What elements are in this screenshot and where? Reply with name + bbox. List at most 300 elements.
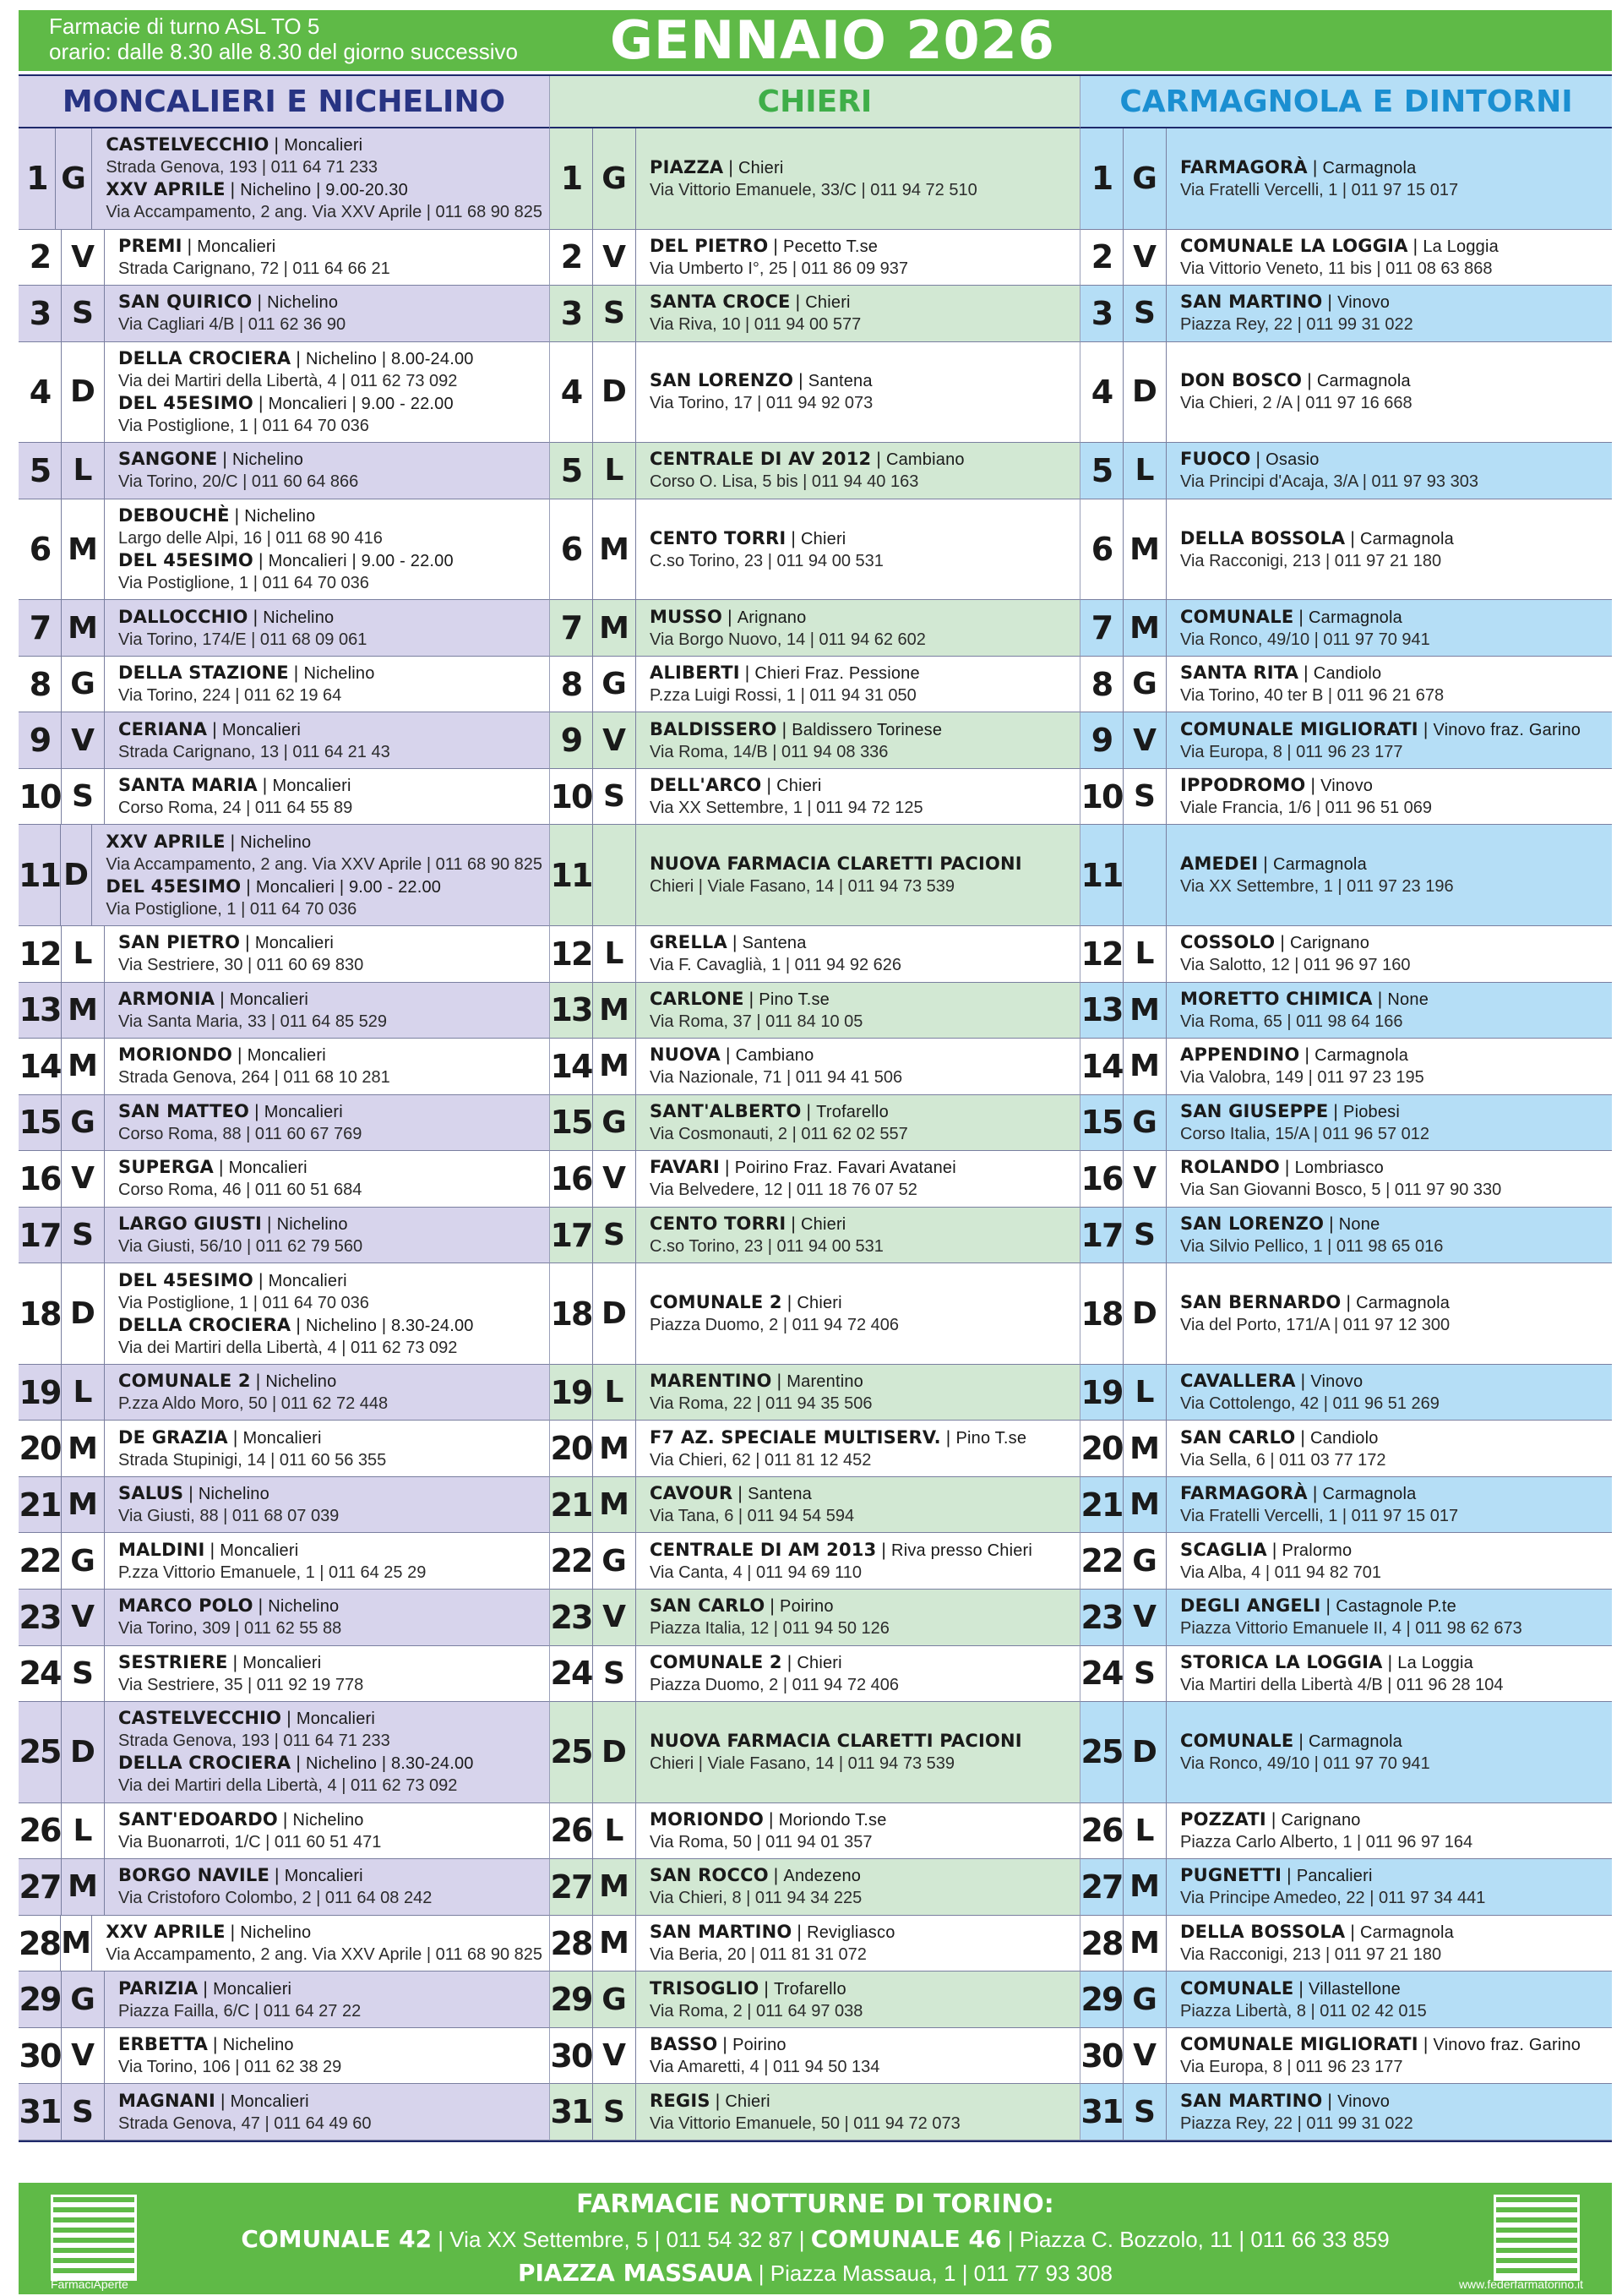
separator: | bbox=[188, 1484, 193, 1504]
separator: | bbox=[1280, 933, 1285, 953]
pharmacy-address: Strada Stupinigi, 14 | 011 60 56 355 bbox=[118, 1450, 387, 1470]
pharmacy-entry bbox=[650, 1539, 1073, 1562]
weekday-letter: M bbox=[1124, 1039, 1167, 1094]
pharmacy-place: Nichelino bbox=[265, 1372, 337, 1392]
separator: | bbox=[769, 1809, 774, 1830]
weekday-letter: M bbox=[62, 1859, 105, 1915]
day-number: 17 bbox=[1080, 1208, 1124, 1263]
pharmacy-name: BORGO NAVILE bbox=[118, 1865, 270, 1886]
weekday-letter: M bbox=[593, 499, 636, 600]
pharmacy-address: Via Martiri della Libertà 4/B | 011 96 28 104 bbox=[1180, 1675, 1504, 1694]
qr-code-left[interactable] bbox=[51, 2195, 137, 2281]
separator: | bbox=[210, 1540, 215, 1560]
day-cell bbox=[549, 1533, 1080, 1590]
pharmacy-name: SAN MATTEO bbox=[118, 1100, 250, 1121]
day-cell bbox=[1080, 499, 1612, 601]
day-cell bbox=[19, 1916, 549, 1972]
day-number: 8 bbox=[19, 657, 62, 712]
day-number: 22 bbox=[1080, 1533, 1124, 1589]
pharmacy-address: Via Roma, 14/B | 011 94 08 336 bbox=[650, 742, 889, 761]
pharmacy-list bbox=[105, 926, 549, 982]
weekday-letter: M bbox=[593, 1916, 636, 1972]
day-number: 26 bbox=[19, 1803, 62, 1859]
day-cell bbox=[549, 983, 1080, 1039]
pharmacy-entry bbox=[118, 606, 542, 629]
pharmacy-list bbox=[636, 926, 1080, 982]
pharmacy-list bbox=[636, 286, 1080, 341]
day-number: 3 bbox=[1080, 286, 1124, 341]
footer-line-2 bbox=[171, 2259, 1460, 2287]
pharmacy-list bbox=[1167, 1533, 1612, 1589]
weekday-letter: D bbox=[593, 1702, 636, 1802]
pharmacy-list bbox=[105, 1263, 549, 1364]
pharmacy-list bbox=[1167, 983, 1612, 1039]
pharmacy-address: Via Giusti, 56/10 | 011 62 79 560 bbox=[118, 1237, 363, 1257]
day-cell bbox=[1080, 1039, 1612, 1095]
pharmacy-address: Via Cagliari 4/B | 011 62 36 90 bbox=[118, 315, 346, 335]
weekday-letter: M bbox=[593, 1477, 636, 1533]
separator: | bbox=[1310, 776, 1316, 796]
weekday-letter: V bbox=[62, 712, 105, 768]
pharmacy-place: Nichelino | 8.30-24.00 bbox=[306, 1754, 474, 1774]
month-title: GENNAIO 2026 bbox=[610, 9, 1055, 71]
pharmacy-address: Via Cottolengo, 42 | 011 96 51 269 bbox=[1180, 1394, 1440, 1414]
weekday-letter: M bbox=[62, 1039, 105, 1094]
day-number: 10 bbox=[550, 769, 593, 825]
day-cell bbox=[19, 1702, 549, 1803]
pharmacy-address: Piazza Libertà, 8 | 011 02 42 015 bbox=[1180, 2001, 1427, 2021]
weekday-letter: M bbox=[593, 983, 636, 1039]
pharmacy-list bbox=[105, 1803, 549, 1859]
pharmacy-name: DEL 45ESIMO bbox=[106, 875, 242, 897]
pharmacy-entry bbox=[106, 1921, 542, 1944]
pharmacy-address: Piazza Duomo, 2 | 011 94 72 406 bbox=[650, 1675, 900, 1694]
day-cell bbox=[1080, 2028, 1612, 2085]
day-number: 27 bbox=[550, 1859, 593, 1915]
pharmacy-place: Santena bbox=[742, 934, 807, 953]
weekday-letter: S bbox=[62, 2084, 105, 2140]
day-cell bbox=[1080, 1859, 1612, 1916]
pharmacy-name: SAN LORENZO bbox=[1180, 1213, 1325, 1235]
day-number: 7 bbox=[550, 600, 593, 656]
pharmacy-address: Strada Carignano, 72 | 011 64 66 21 bbox=[118, 259, 390, 278]
pharmacy-place: Chieri bbox=[797, 1294, 842, 1313]
pharmacy-entry bbox=[1180, 1370, 1605, 1393]
pharmacy-place: Moncalieri bbox=[242, 1653, 322, 1672]
pharmacy-address: Via Belvedere, 12 | 011 18 76 07 52 bbox=[650, 1181, 917, 1200]
pharmacy-name: SAN PIETRO bbox=[118, 932, 241, 953]
separator: | bbox=[1298, 607, 1304, 627]
pharmacy-address: Via Chieri, 2 /A | 011 97 16 668 bbox=[1180, 394, 1412, 413]
pharmacy-list bbox=[636, 1039, 1080, 1094]
pharmacy-entry bbox=[650, 1370, 1073, 1393]
pharmacy-list bbox=[105, 342, 549, 443]
pharmacy-name: DALLOCCHIO bbox=[118, 606, 248, 627]
day-number: 23 bbox=[1080, 1590, 1124, 1645]
pharmacy-address: Via Torino, 106 | 011 62 38 29 bbox=[118, 2058, 342, 2077]
separator: | bbox=[728, 157, 734, 177]
pharmacy-list bbox=[105, 600, 549, 656]
pharmacy-address: Corso Roma, 88 | 011 60 67 769 bbox=[118, 1124, 362, 1143]
pharmacy-entry bbox=[118, 988, 542, 1011]
pharmacy-address: Via Umberto I°, 25 | 011 86 09 937 bbox=[650, 259, 908, 278]
weekday-letter: G bbox=[1124, 1533, 1167, 1589]
weekday-letter: M bbox=[1124, 983, 1167, 1039]
separator: | bbox=[266, 1214, 272, 1235]
day-cell bbox=[19, 1590, 549, 1646]
day-cell bbox=[19, 1151, 549, 1208]
pharmacy-entry bbox=[650, 1651, 1073, 1674]
pharmacy-name: SANTA MARIA bbox=[118, 775, 258, 796]
weekday-letter: D bbox=[1124, 1263, 1167, 1364]
pharmacy-address: Via Europa, 8 | 011 96 23 177 bbox=[1180, 2058, 1403, 2077]
pharmacy-address: Via Beria, 20 | 011 81 31 072 bbox=[650, 1945, 867, 1965]
day-cell bbox=[1080, 1972, 1612, 2028]
day-cell bbox=[549, 1590, 1080, 1646]
day-number: 15 bbox=[1080, 1095, 1124, 1151]
pharmacy-name: MARENTINO bbox=[650, 1371, 772, 1392]
day-cell bbox=[19, 1646, 549, 1703]
pharmacy-place: Pino T.se bbox=[955, 1428, 1027, 1448]
pharmacy-place: Nichelino bbox=[276, 1215, 348, 1235]
pharmacy-address: Via Roma, 65 | 011 98 64 166 bbox=[1180, 1012, 1403, 1031]
pharmacy-list bbox=[105, 1702, 549, 1802]
day-number: 4 bbox=[19, 342, 62, 443]
pharmacy-address: Via Nazionale, 71 | 011 94 41 506 bbox=[650, 1068, 903, 1088]
separator: | bbox=[258, 393, 264, 413]
pharmacy-place: Riva presso Chieri bbox=[891, 1541, 1033, 1560]
pharmacy-list bbox=[105, 1646, 549, 1702]
weekday-letter: M bbox=[1124, 1421, 1167, 1476]
pharmacy-list bbox=[1167, 712, 1612, 768]
pharmacy-list bbox=[636, 600, 1080, 656]
pharmacy-name: PARIZIA bbox=[118, 1977, 199, 1999]
column-header-moncalieri: MONCALIERI E NICHELINO bbox=[19, 76, 549, 128]
pharmacy-list bbox=[1167, 1859, 1612, 1915]
separator: | bbox=[232, 1427, 238, 1448]
pharmacy-address: Via Roma, 2 | 011 64 97 038 bbox=[650, 2001, 863, 2021]
day-number: 21 bbox=[19, 1477, 62, 1533]
pharmacy-address: Via Postiglione, 1 | 011 64 70 036 bbox=[118, 1293, 369, 1312]
pharmacy-list bbox=[105, 1590, 549, 1645]
day-cell bbox=[19, 1208, 549, 1264]
day-cell bbox=[549, 2084, 1080, 2141]
pharmacy-entry bbox=[118, 549, 542, 572]
separator: | bbox=[744, 663, 750, 684]
day-number: 15 bbox=[550, 1095, 593, 1151]
separator: | bbox=[286, 1709, 291, 1729]
day-cell bbox=[1080, 657, 1612, 713]
day-number: 19 bbox=[1080, 1365, 1124, 1421]
pharmacy-address: Via Torino, 309 | 011 62 55 88 bbox=[118, 1619, 342, 1639]
pharmacy-list bbox=[1167, 1039, 1612, 1094]
pharmacy-name: LARGO GIUSTI bbox=[118, 1213, 262, 1235]
pharmacy-place: Poirino bbox=[732, 2036, 787, 2055]
separator: | bbox=[1312, 1484, 1318, 1504]
pharmacy-entry bbox=[650, 2033, 1073, 2056]
day-cell bbox=[19, 600, 549, 657]
separator: | bbox=[293, 663, 299, 684]
pharmacy-place: Carmagnola bbox=[1360, 529, 1454, 548]
day-cell bbox=[19, 1803, 549, 1860]
day-cell bbox=[19, 2084, 549, 2141]
pharmacy-entry bbox=[118, 1100, 542, 1123]
pharmacy-entry bbox=[1180, 774, 1605, 797]
pharmacy-list bbox=[1167, 1365, 1612, 1421]
pharmacy-list bbox=[92, 1916, 549, 1972]
day-number: 26 bbox=[1080, 1803, 1124, 1859]
pharmacy-name: ARMONIA bbox=[118, 988, 215, 1009]
pharmacy-list bbox=[105, 1365, 549, 1421]
pharmacy-address: Strada Carignano, 13 | 011 64 21 43 bbox=[118, 742, 390, 761]
weekday-letter: S bbox=[1124, 1646, 1167, 1702]
weekday-letter: S bbox=[62, 1208, 105, 1263]
pharmacy-place: Arignano bbox=[737, 608, 807, 627]
pharmacy-address: Via Racconigi, 213 | 011 97 21 180 bbox=[1180, 1945, 1442, 1965]
pharmacy-list bbox=[636, 1208, 1080, 1263]
pharmacy-place: Moncalieri bbox=[272, 777, 351, 796]
pharmacy-address: Via F. Cavaglià, 1 | 011 94 92 626 bbox=[650, 956, 901, 975]
pharmacy-place: Santena bbox=[748, 1485, 812, 1504]
pharmacy-address: Chieri | Viale Fasano, 14 | 011 94 73 539 bbox=[650, 877, 955, 897]
day-cell bbox=[549, 342, 1080, 444]
pharmacy-name: COMUNALE LA LOGGIA bbox=[1180, 235, 1408, 256]
weekday-letter: G bbox=[593, 1533, 636, 1589]
pharmacy-list bbox=[1167, 825, 1612, 925]
pharmacy-entry bbox=[650, 662, 1073, 684]
qr-code-right[interactable] bbox=[1494, 2195, 1580, 2281]
separator: | bbox=[1387, 1652, 1393, 1672]
pharmacy-place: None bbox=[1338, 1215, 1380, 1235]
pharmacy-place: Villastellone bbox=[1309, 1979, 1401, 1999]
pharmacy-name: CENTRALE DI AV 2012 bbox=[650, 449, 872, 470]
day-number: 9 bbox=[550, 712, 593, 768]
pharmacy-place: Carmagnola bbox=[1314, 1046, 1409, 1066]
pharmacy-address: Via Fratelli Vercelli, 1 | 011 97 15 017 bbox=[1180, 180, 1459, 199]
pharmacy-address: Via del Porto, 171/A | 011 97 12 300 bbox=[1180, 1316, 1451, 1335]
day-cell bbox=[1080, 712, 1612, 769]
pharmacy-name: COMUNALE 2 bbox=[650, 1292, 782, 1313]
pharmacy-place: Cambiano bbox=[735, 1046, 814, 1066]
pharmacy-name: SAN LORENZO bbox=[650, 370, 794, 391]
separator: | bbox=[764, 1978, 770, 1999]
pharmacy-list bbox=[1167, 1151, 1612, 1207]
pharmacy-entry bbox=[650, 931, 1073, 954]
pharmacy-place: Nichelino bbox=[292, 1810, 364, 1830]
weekday-letter: G bbox=[593, 128, 636, 229]
day-cell bbox=[19, 1263, 549, 1365]
column-header-chieri: CHIERI bbox=[549, 76, 1080, 128]
pharmacy-name: SAN ROCCO bbox=[650, 1865, 769, 1886]
pharmacy-list bbox=[105, 1477, 549, 1533]
separator: | bbox=[258, 551, 264, 570]
separator: | bbox=[1284, 1158, 1290, 1178]
day-number: 16 bbox=[550, 1151, 593, 1207]
weekday-letter: V bbox=[62, 230, 105, 286]
day-cell bbox=[19, 1421, 549, 1477]
pharmacy-place: Pecetto T.se bbox=[783, 237, 879, 256]
pharmacy-list bbox=[636, 1859, 1080, 1915]
pharmacy-name: DEBOUCHÈ bbox=[118, 505, 230, 526]
weekday-letter: M bbox=[62, 983, 105, 1039]
pharmacy-list bbox=[105, 499, 549, 600]
day-cell bbox=[1080, 825, 1612, 926]
day-cell bbox=[19, 1972, 549, 2028]
day-cell bbox=[1080, 230, 1612, 286]
pharmacy-entry bbox=[1180, 1921, 1605, 1944]
day-cell bbox=[19, 1039, 549, 1095]
pharmacy-place: Nichelino bbox=[268, 1597, 340, 1617]
weekday-letter: D bbox=[62, 342, 105, 443]
pharmacy-address: Piazza Carlo Alberto, 1 | 011 96 97 164 bbox=[1180, 1832, 1473, 1852]
separator: | bbox=[296, 1315, 301, 1335]
day-number: 3 bbox=[550, 286, 593, 341]
pharmacy-address: Via Principe Amedeo, 22 | 011 97 34 441 bbox=[1180, 1889, 1486, 1908]
separator: | bbox=[727, 607, 732, 627]
pharmacy-list bbox=[1167, 2028, 1612, 2084]
day-cell bbox=[1080, 926, 1612, 983]
separator: | bbox=[1350, 1922, 1356, 1943]
column-header-carmagnola: CARMAGNOLA E DINTORNI bbox=[1080, 76, 1612, 128]
pharmacy-place: Nichelino bbox=[232, 450, 304, 470]
separator: | bbox=[213, 2035, 218, 2055]
pharmacy-list bbox=[636, 128, 1080, 229]
pharmacy-entry bbox=[650, 1921, 1073, 1944]
weekday-letter: L bbox=[593, 926, 636, 982]
separator: | bbox=[222, 450, 228, 470]
day-number: 11 bbox=[1080, 825, 1124, 925]
pharmacy-name: FARMAGORÀ bbox=[1180, 1483, 1308, 1504]
pharmacy-entry bbox=[118, 1213, 542, 1235]
pharmacy-place: Moncalieri | 9.00 - 22.00 bbox=[268, 552, 454, 570]
pharmacy-name: DE GRAZIA bbox=[118, 1426, 228, 1448]
pharmacy-place: Candiolo bbox=[1310, 1428, 1379, 1448]
pharmacy-place: Moncalieri bbox=[254, 934, 334, 953]
pharmacy-entry bbox=[106, 831, 542, 854]
pharmacy-entry bbox=[1180, 1730, 1605, 1753]
pharmacy-entry bbox=[1180, 718, 1605, 741]
pharmacy-place: Nichelino bbox=[303, 664, 375, 684]
pharmacy-address: Strada Genova, 264 | 011 68 10 281 bbox=[118, 1068, 390, 1088]
pharmacy-list bbox=[92, 825, 549, 925]
day-number: 14 bbox=[19, 1039, 62, 1094]
pharmacy-name: PUGNETTI bbox=[1180, 1865, 1282, 1886]
separator: | bbox=[1304, 663, 1309, 684]
separator: | bbox=[725, 1158, 730, 1178]
day-number: 25 bbox=[550, 1702, 593, 1802]
separator: | bbox=[738, 1484, 743, 1504]
pharmacy-address: Via Torino, 40 ter B | 011 96 21 678 bbox=[1180, 686, 1445, 706]
separator: | bbox=[787, 1293, 792, 1313]
pharmacy-name: TRISOGLIO bbox=[650, 1977, 759, 1999]
pharmacy-name: SAN MARTINO bbox=[650, 1922, 792, 1943]
pharmacy-list bbox=[636, 1477, 1080, 1533]
weekday-letter: M bbox=[1124, 1859, 1167, 1915]
pharmacy-name: NUOVA bbox=[650, 1044, 721, 1066]
day-number: 2 bbox=[19, 230, 62, 286]
pharmacy-name: DELLA CROCIERA bbox=[118, 347, 291, 368]
pharmacy-address: Via Amaretti, 4 | 011 94 50 134 bbox=[650, 2058, 880, 2077]
pharmacy-list bbox=[636, 1533, 1080, 1589]
pharmacy-address: Via Roma, 22 | 011 94 35 506 bbox=[650, 1394, 873, 1414]
day-number: 4 bbox=[1080, 342, 1124, 443]
day-cell bbox=[1080, 1477, 1612, 1534]
pharmacy-address: Via San Giovanni Bosco, 5 | 011 97 90 330 bbox=[1180, 1181, 1502, 1200]
pharmacy-address: Via dei Martiri della Libertà, 4 | 011 62 73 092 bbox=[118, 1776, 458, 1796]
day-number: 11 bbox=[550, 825, 593, 925]
pharmacy-place: Moncalieri bbox=[284, 136, 363, 155]
pharmacy-address: Via Giusti, 88 | 011 68 07 039 bbox=[118, 1507, 340, 1526]
separator: | bbox=[748, 989, 754, 1009]
day-cell bbox=[19, 128, 549, 230]
separator: | bbox=[282, 1809, 288, 1830]
day-cell bbox=[549, 443, 1080, 499]
pharmacy-list bbox=[1167, 1972, 1612, 2027]
day-number: 5 bbox=[19, 443, 62, 499]
pharmacy-address: P.zza Luigi Rossi, 1 | 011 94 31 050 bbox=[650, 686, 917, 706]
pharmacy-place: Vinovo fraz. Garino bbox=[1433, 720, 1581, 739]
day-cell bbox=[19, 230, 549, 286]
pharmacy-list bbox=[636, 1590, 1080, 1645]
day-cell bbox=[1080, 1590, 1612, 1646]
pharmacy-address: Via XX Settembre, 1 | 011 97 23 196 bbox=[1180, 877, 1454, 897]
pharmacy-name: DEL 45ESIMO bbox=[118, 392, 253, 413]
pharmacy-address: Via Cristoforo Colombo, 2 | 011 64 08 242 bbox=[118, 1889, 433, 1908]
day-number: 30 bbox=[19, 2028, 62, 2084]
pharmacy-name: SANT'ALBERTO bbox=[650, 1100, 802, 1121]
pharmacy-place: La Loggia bbox=[1423, 237, 1499, 256]
day-number: 30 bbox=[550, 2028, 593, 2084]
pharmacy-address: Strada Genova, 193 | 011 64 71 233 bbox=[118, 1732, 390, 1751]
weekday-letter: D bbox=[1124, 342, 1167, 443]
pharmacy-entry bbox=[1180, 527, 1605, 550]
day-number: 7 bbox=[1080, 600, 1124, 656]
pharmacy-place: None bbox=[1387, 990, 1429, 1009]
separator: | bbox=[798, 2227, 805, 2252]
weekday-letter: S bbox=[593, 1208, 636, 1263]
pharmacy-address: Via Accampamento, 2 ang. Via XXV Aprile | 011 68 90 825 bbox=[106, 203, 542, 222]
pharmacy-name: SAN MARTINO bbox=[1180, 2090, 1323, 2111]
weekday-letter: S bbox=[593, 2084, 636, 2140]
weekday-letter: S bbox=[593, 1646, 636, 1702]
pharmacy-address: Via Accampamento, 2 ang. Via XXV Aprile | 011 68 90 825 bbox=[106, 1945, 542, 1965]
pharmacy-list bbox=[636, 2084, 1080, 2140]
pharmacy-address: Via Sestriere, 30 | 011 60 69 830 bbox=[118, 956, 364, 975]
pharmacy-place: Osasio bbox=[1265, 450, 1320, 470]
pharmacy-entry bbox=[1180, 1213, 1605, 1235]
day-number: 18 bbox=[550, 1263, 593, 1364]
day-cell bbox=[1080, 1533, 1612, 1590]
day-number: 29 bbox=[1080, 1972, 1124, 2027]
separator: | bbox=[881, 1540, 887, 1560]
pharmacy-address: Via XX Settembre, 1 | 011 94 72 125 bbox=[650, 799, 923, 818]
day-number: 16 bbox=[1080, 1151, 1124, 1207]
pharmacy-place: Moncalieri bbox=[247, 1046, 326, 1066]
day-number: 27 bbox=[1080, 1859, 1124, 1915]
weekday-letter: G bbox=[1124, 1095, 1167, 1151]
separator: | bbox=[773, 236, 779, 256]
pharmacy-name: CERIANA bbox=[118, 718, 208, 739]
pharmacy-entry bbox=[106, 178, 542, 201]
separator: | bbox=[1423, 2035, 1429, 2055]
day-cell bbox=[1080, 1646, 1612, 1703]
weekday-letter: S bbox=[62, 769, 105, 825]
separator: | bbox=[296, 348, 301, 368]
separator: | bbox=[726, 1045, 731, 1066]
pharmacy-name: POZZATI bbox=[1180, 1808, 1266, 1830]
day-cell bbox=[549, 600, 1080, 657]
separator: | bbox=[781, 719, 787, 739]
